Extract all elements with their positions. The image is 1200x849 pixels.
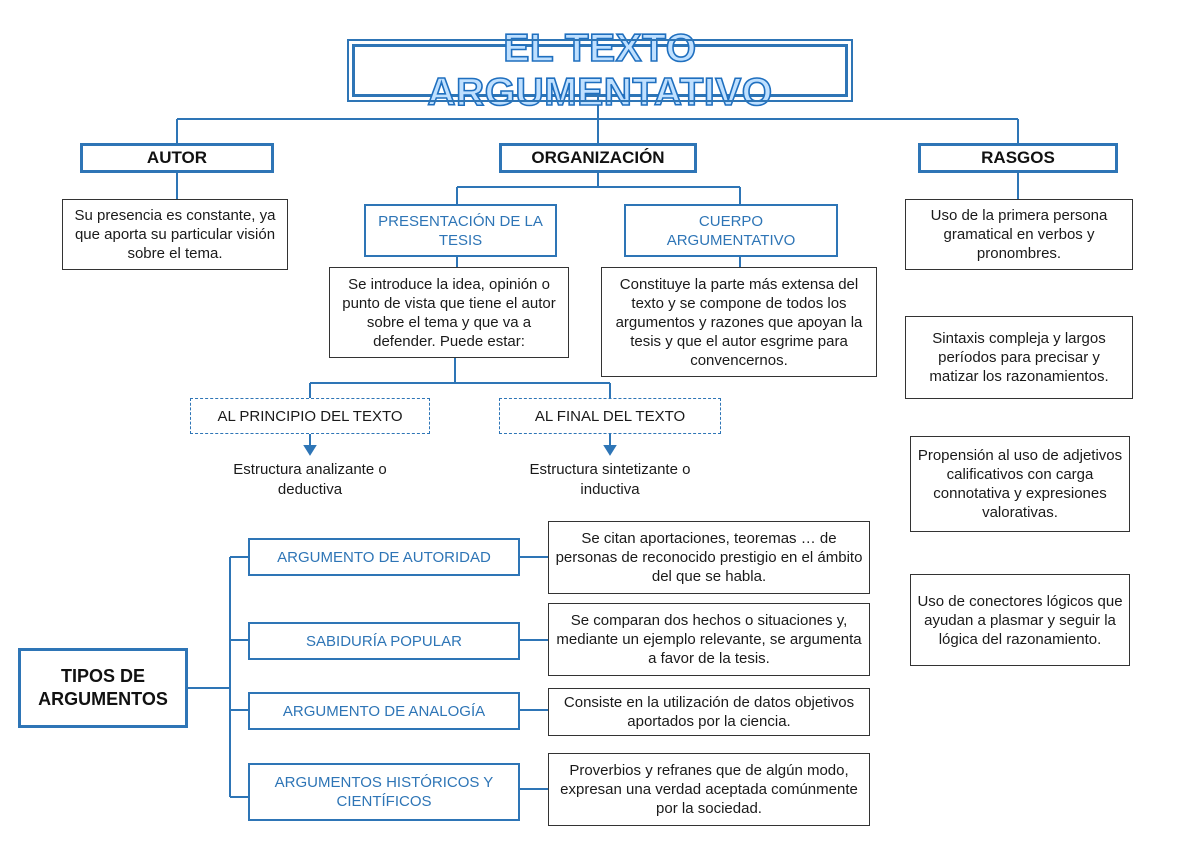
presentacion-description: Se introduce la idea, opinión o punto de vista que tiene el autor sobre el tema y que va a defender. Puede estar: (342, 275, 556, 350)
category-organizacion-label: ORGANIZACIÓN (531, 148, 665, 167)
main-title-box (352, 26, 848, 114)
structure-analizante-text: Estructura analizante o deductiva (233, 461, 387, 498)
structure-sintetizante-text: Estructura sintetizante o inductiva (529, 461, 691, 498)
cuerpo-argumentativo-box (624, 204, 838, 257)
rasgo-text-1: Uso de la primera persona gramatical en verbos y pronombres. (930, 207, 1108, 262)
position-final-label: AL FINAL DEL TEXTO (534, 407, 686, 425)
category-autor (80, 143, 274, 173)
position-final-box (499, 398, 721, 434)
presentacion-tesis-box (364, 204, 557, 257)
tipo-argumento-box (248, 763, 520, 821)
main-title: EL TEXTO ARGUMENTATIVO (427, 26, 773, 114)
tipo-argumento-box (248, 692, 520, 730)
rasgo-item (905, 316, 1133, 399)
presentacion-description-box (329, 267, 569, 358)
category-organizacion (499, 143, 697, 173)
tipo-description-1: Se citan aportaciones, teoremas … de personas de reconocido prestigio en el ámbito del que se habla. (555, 530, 863, 585)
autor-description: Su presencia es constante, ya que aporta su particular visión sobre el tema. (74, 207, 276, 262)
category-rasgos-label: RASGOS (981, 148, 1055, 167)
rasgo-text-4: Uso de conectores lógicos que ayudan a plasmar y seguir la lógica del razonamiento. (917, 592, 1123, 648)
rasgo-item (905, 199, 1133, 270)
rasgo-item (910, 574, 1130, 666)
tipos-argumentos-label: TIPOS DE ARGUMENTOS (38, 666, 168, 709)
autor-description-box (62, 199, 288, 270)
tipo-argumento-box (248, 622, 520, 660)
rasgo-text-2: Sintaxis compleja y largos períodos para precisar y matizar los razonamientos. (929, 330, 1109, 385)
tipo-argumento-label-4: ARGUMENTOS HISTÓRICOS Y CIENTÍFICOS (274, 774, 494, 810)
tipo-description-box (548, 753, 870, 826)
tipo-argumento-label-2: SABIDURÍA POPULAR (306, 632, 462, 650)
tipo-argumento-label-1: ARGUMENTO DE AUTORIDAD (277, 548, 491, 566)
category-rasgos (918, 143, 1118, 173)
tipo-argumento-box (248, 538, 520, 576)
position-principio-box (190, 398, 430, 434)
cuerpo-description-box (601, 267, 877, 377)
cuerpo-description: Constituye la parte más extensa del texto y se compone de todos los argumentos y razones que apoyan la tesis y que el autor esgrime para convencernos. (615, 275, 863, 369)
tipo-argumento-label-3: ARGUMENTO DE ANALOGÍA (282, 702, 486, 720)
tipo-description-4: Proverbios y refranes que de algún modo, expresan una verdad aceptada comúnmente por la sociedad. (560, 762, 858, 817)
tipo-description-box (548, 603, 870, 676)
rasgo-text-3: Propensión al uso de adjetivos calificativos con carga connotativa y expresiones valorativas. (917, 447, 1123, 521)
tipo-description-box (548, 688, 870, 736)
position-principio-label: AL PRINCIPIO DEL TEXTO (217, 407, 403, 425)
tipo-description-2: Se comparan dos hechos o situaciones y, mediante un ejemplo relevante, se argumenta a favor de la tesis. (556, 612, 862, 667)
structure-analizante (220, 460, 400, 500)
tipo-description-box (548, 521, 870, 594)
tipos-argumentos-box (18, 648, 188, 728)
category-autor-label: AUTOR (146, 148, 208, 167)
tipo-description-3: Consiste en la utilización de datos objetivos aportados por la ciencia. (563, 694, 855, 730)
rasgo-item (910, 436, 1130, 532)
cuerpo-argumentativo-label: CUERPO ARGUMENTATIVO (666, 212, 796, 249)
structure-sintetizante (520, 460, 700, 500)
presentacion-tesis-label: PRESENTACIÓN DE LA TESIS (378, 212, 543, 249)
